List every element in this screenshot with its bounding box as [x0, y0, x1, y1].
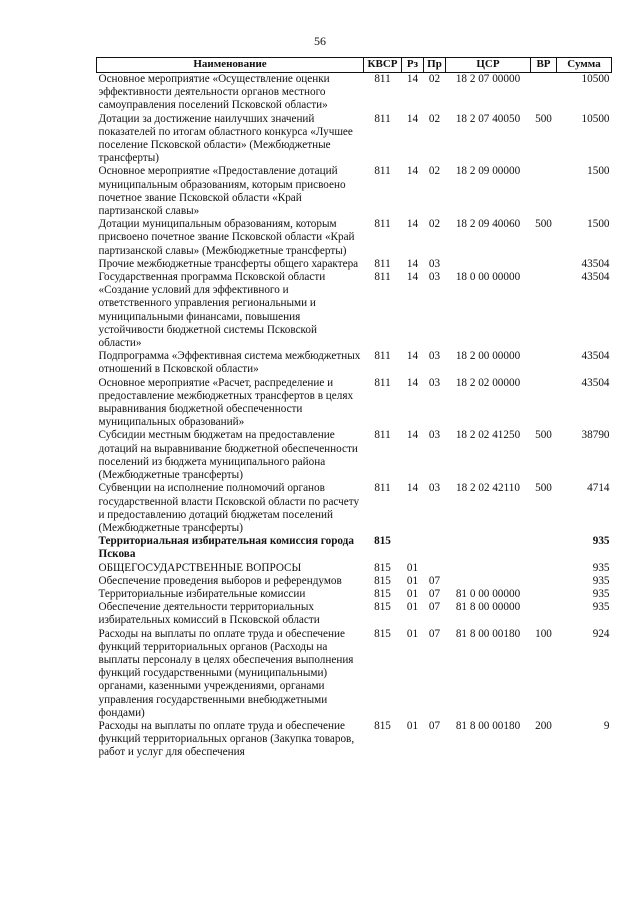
- cell-name: Основное мероприятие «Предоставление дотаций муниципальным образованиям, которым присвоено почетное звание Псковской области «Край партизанской славы»: [98, 165, 346, 218]
- cell-pr: 02: [428, 218, 441, 231]
- cell-rz: 14: [406, 350, 419, 363]
- cell-csr: 18 2 02 41250: [455, 429, 521, 442]
- cell-kvsr: 811: [374, 73, 391, 85]
- cell-pr: 03: [428, 271, 441, 284]
- cell-csr: [446, 562, 531, 575]
- cell-vr: 500: [535, 482, 552, 495]
- cell-rz: 14: [406, 376, 419, 389]
- cell-rz: 14: [406, 271, 419, 284]
- budget-table: [96, 57, 612, 760]
- cell-kvsr: 811: [374, 218, 391, 231]
- cell-pr: [424, 535, 446, 561]
- cell-name: Расходы на выплаты по оплате труда и обеспечение функций территориальных органов (Расходы на выплаты персоналу в целях обеспечения выполнения функций государственными (муниципальными) органами, казенными учреждениями, органами управления государственными внебюджетными фондами): [98, 627, 354, 719]
- cell-name: Расходы на выплаты по оплате труда и обеспечение функций территориальных органов (Закупка товаров, работ и услуг для обеспечения: [98, 719, 355, 759]
- column-header-csr: ЦСР: [446, 58, 531, 73]
- table-row: [97, 601, 612, 627]
- table-row: [97, 113, 612, 166]
- table-row: [97, 350, 612, 376]
- cell-csr: [446, 258, 531, 271]
- cell-kvsr: 811: [374, 112, 391, 125]
- cell-vr: 500: [535, 429, 552, 442]
- column-header-kvsr: КВСР: [364, 58, 402, 73]
- cell-pr: 03: [428, 429, 441, 442]
- cell-pr: 03: [428, 350, 441, 363]
- cell-vr: [531, 350, 557, 376]
- table-row: [97, 218, 612, 258]
- table-header: [97, 58, 612, 73]
- cell-name: Основное мероприятие «Расчет, распределение и предоставление межбюджетных трансфертов в целях выравнивания бюджетной обеспеченности муниципальных образований»: [98, 376, 354, 429]
- cell-vr: 200: [535, 719, 552, 732]
- cell-sum: 43504: [581, 257, 610, 270]
- cell-pr: 07: [428, 574, 441, 587]
- cell-csr: 18 2 09 00000: [455, 165, 521, 178]
- cell-vr: 500: [535, 112, 552, 125]
- table-row: [97, 73, 612, 113]
- cell-name: Субсидии местным бюджетам на предоставление дотаций на выравнивание бюджетной обеспеченности поселений из бюджета муниципального района (Межбюджетные трансферты): [98, 429, 358, 482]
- cell-pr: 07: [428, 601, 441, 614]
- cell-name: Территориальные избирательные комиссии: [98, 587, 306, 600]
- cell-sum: 43504: [581, 350, 610, 363]
- table-row: [97, 271, 612, 350]
- cell-name: Дотации за достижение наилучших значений показателей по итогам областного конкурса «Лучшее поселение Псковской области» (Межбюджетные трансферты): [98, 112, 353, 165]
- cell-sum: 924: [592, 627, 610, 640]
- cell-kvsr: 811: [374, 482, 391, 495]
- cell-sum: 1500: [587, 165, 610, 178]
- cell-kvsr: 811: [374, 429, 391, 442]
- cell-name: Государственная программа Псковской области «Создание условий для эффективного и ответственного управления региональными и муниципальными финансами, повышения устойчивости бюджетной системы Псковской области»: [98, 271, 326, 350]
- cell-sum: 935: [592, 601, 610, 614]
- cell-vr: [531, 377, 557, 430]
- cell-name: Основное мероприятие «Осуществление оценки эффективности деятельности органов местного самоуправления поселений Псковской области»: [98, 73, 330, 112]
- cell-sum: 10500: [581, 112, 610, 125]
- cell-pr: 02: [428, 112, 441, 125]
- table-row: [97, 165, 612, 218]
- cell-pr: [424, 562, 446, 575]
- cell-rz: 14: [406, 112, 419, 125]
- cell-sum: 43504: [581, 271, 610, 284]
- cell-vr: [531, 73, 557, 113]
- cell-sum: 4714: [587, 482, 610, 495]
- cell-rz: 14: [406, 482, 419, 495]
- cell-sum: 935: [592, 574, 610, 587]
- column-header-vr: ВР: [531, 58, 557, 73]
- header-row: [97, 58, 612, 73]
- cell-name: Территориальная избирательная комиссия города Пскова: [98, 535, 354, 561]
- cell-sum: 935: [592, 535, 610, 548]
- cell-kvsr: 815: [374, 587, 391, 600]
- cell-kvsr: 815: [374, 574, 391, 587]
- cell-kvsr: 815: [374, 601, 391, 614]
- cell-rz: 14: [406, 165, 419, 178]
- table-row: [97, 535, 612, 561]
- cell-csr: 81 8 00 00180: [455, 627, 521, 640]
- cell-kvsr: 811: [374, 257, 391, 270]
- cell-csr: 18 2 09 40060: [455, 218, 521, 231]
- cell-pr: 07: [428, 587, 441, 600]
- cell-rz: 01: [406, 627, 419, 640]
- cell-csr: 18 2 07 00000: [455, 73, 521, 85]
- cell-pr: 07: [428, 627, 441, 640]
- cell-kvsr: 811: [374, 165, 391, 178]
- table-body: [97, 73, 612, 760]
- cell-kvsr: 815: [374, 719, 391, 732]
- column-header-rz: Рз: [402, 58, 424, 73]
- cell-vr: [531, 601, 557, 627]
- cell-vr: [531, 575, 557, 588]
- cell-kvsr: 815: [374, 627, 391, 640]
- cell-pr: 02: [428, 165, 441, 178]
- cell-rz: 01: [406, 561, 419, 574]
- cell-sum: 10500: [581, 73, 610, 85]
- cell-rz: 01: [406, 587, 419, 600]
- cell-rz: 14: [406, 218, 419, 231]
- cell-vr: [531, 271, 557, 350]
- table-row: [97, 575, 612, 588]
- cell-vr: [531, 588, 557, 601]
- cell-name: Подпрограмма «Эффективная система межбюджетных отношений в Псковской области»: [98, 350, 361, 376]
- table-row: [97, 562, 612, 575]
- cell-pr: 07: [428, 719, 441, 732]
- cell-sum: 43504: [581, 376, 610, 389]
- cell-vr: 100: [535, 627, 552, 640]
- cell-vr: [531, 258, 557, 271]
- cell-rz: 01: [406, 574, 419, 587]
- table-row: [97, 628, 612, 720]
- cell-sum: 935: [592, 561, 610, 574]
- cell-csr: 81 8 00 00180: [455, 719, 521, 732]
- cell-pr: 03: [428, 257, 441, 270]
- table-row: [97, 720, 612, 760]
- column-header-pr: Пр: [424, 58, 446, 73]
- table-row: [97, 258, 612, 271]
- cell-kvsr: 811: [374, 376, 391, 389]
- cell-name: Дотации муниципальным образованиям, которым присвоено почетное звание Псковской области «Край партизанской славы» (Межбюджетные трансферты): [98, 218, 355, 257]
- cell-name: Обеспечение проведения выборов и референдумов: [98, 574, 342, 587]
- cell-rz: 01: [406, 719, 419, 732]
- cell-csr: 18 0 00 00000: [455, 271, 521, 284]
- cell-sum: 1500: [587, 218, 610, 231]
- cell-sum: 9: [603, 719, 610, 732]
- cell-csr: [446, 575, 531, 588]
- cell-rz: 14: [406, 257, 419, 270]
- cell-kvsr: 811: [374, 271, 391, 284]
- cell-name: Прочие межбюджетные трансферты общего характера: [98, 257, 359, 270]
- cell-sum: 935: [592, 587, 610, 600]
- cell-rz: 14: [406, 73, 419, 85]
- table-row: [97, 429, 612, 482]
- cell-kvsr: 815: [374, 561, 391, 574]
- cell-kvsr: 815: [374, 535, 391, 548]
- cell-pr: 02: [428, 73, 441, 85]
- cell-name: Обеспечение деятельности территориальных избирательных комиссий в Псковской области: [98, 601, 320, 627]
- cell-pr: 03: [428, 376, 441, 389]
- cell-vr: [531, 165, 557, 218]
- cell-csr: 18 2 02 42110: [456, 482, 520, 495]
- table-row: [97, 482, 612, 535]
- cell-vr: 500: [535, 218, 552, 231]
- cell-name: Субвенции на исполнение полномочий органов государственной власти Псковской области по расчету и предоставлению дотаций бюджетам поселений (Межбюджетные трансферты): [98, 482, 360, 534]
- cell-sum: 38790: [581, 429, 610, 442]
- cell-rz: 14: [406, 429, 419, 442]
- cell-csr: 81 0 00 00000: [455, 587, 521, 600]
- cell-csr: 18 2 02 00000: [455, 376, 521, 389]
- cell-csr: 18 2 00 00000: [455, 350, 521, 363]
- table-row: [97, 588, 612, 601]
- cell-rz: [402, 535, 424, 561]
- cell-csr: 81 8 00 00000: [455, 601, 521, 614]
- page-number: 56: [314, 34, 326, 48]
- cell-csr: [446, 535, 531, 561]
- cell-csr: 18 2 07 40050: [455, 112, 521, 125]
- cell-vr: [531, 535, 557, 561]
- cell-name: ОБЩЕГОСУДАРСТВЕННЫЕ ВОПРОСЫ: [98, 561, 302, 574]
- cell-kvsr: 811: [374, 350, 391, 363]
- column-header-name: Наименование: [97, 58, 364, 73]
- cell-vr: [531, 562, 557, 575]
- cell-rz: 01: [406, 601, 419, 614]
- column-header-sum: Сумма: [557, 58, 612, 73]
- cell-pr: 03: [428, 482, 441, 495]
- table-row: [97, 377, 612, 430]
